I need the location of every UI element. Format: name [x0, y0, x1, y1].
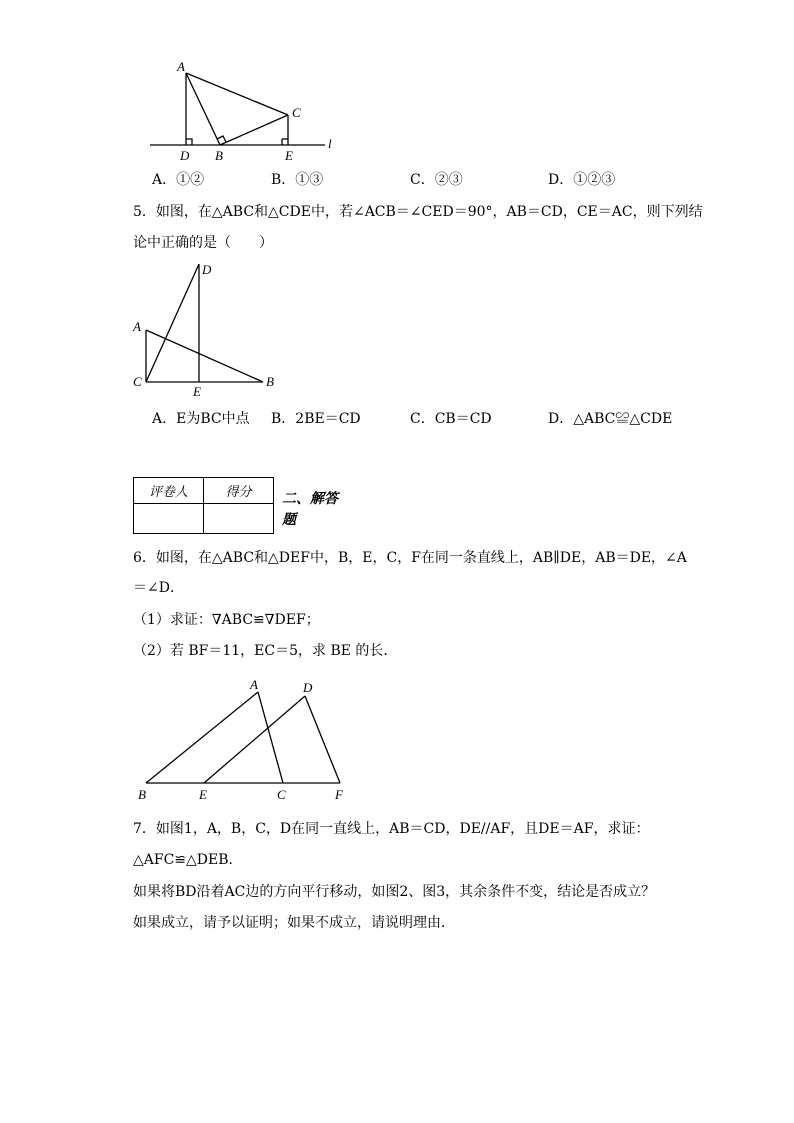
q6-part1: （1）求证：∇ABC≌∇DEF；: [133, 612, 320, 628]
label-C: C: [292, 105, 301, 120]
label-E: E: [285, 148, 293, 163]
label-B: B: [138, 787, 146, 802]
q7-stem-line4: 如果成立，请予以证明；如果不成立，请说明理由．: [133, 915, 455, 931]
q4-option-d[interactable]: D．①②③: [548, 172, 616, 188]
q4-option-c[interactable]: C．②③: [410, 172, 463, 188]
segment-DE: [204, 696, 305, 783]
q4-figure: [140, 55, 350, 165]
q4-option-a[interactable]: A．①②: [152, 172, 205, 188]
q5-figure: [125, 258, 285, 398]
segment-AB: [146, 692, 258, 783]
label-A: A: [250, 677, 258, 692]
q6-part2: （2）若 BF＝11，EC＝5，求 BE 的长．: [133, 643, 398, 659]
segment-AB: [186, 73, 220, 145]
q5-option-d[interactable]: D．△ABC≌△CDE: [548, 411, 673, 427]
segment-AB: [146, 330, 263, 382]
q6-figure: [130, 672, 360, 807]
label-D: D: [180, 148, 190, 163]
segment-DF: [305, 696, 340, 783]
q4-option-b[interactable]: B．①③: [271, 172, 324, 188]
q5-stem-line1: 5．如图，在△ABC和△CDE中，若∠ACB＝∠CED＝90°，AB＝CD，CE＝AC，则下列结: [133, 204, 703, 220]
q5-stem-line2: 论中正确的是（ ）: [133, 235, 273, 251]
segment-AC: [186, 73, 288, 115]
label-F: F: [335, 787, 343, 802]
right-angle-D: [186, 139, 192, 145]
label-D: D: [202, 262, 212, 277]
grader-header: 评卷人: [134, 478, 204, 504]
label-A: A: [177, 59, 185, 74]
label-A: A: [133, 319, 141, 334]
q5-option-c[interactable]: C．CB＝CD: [410, 411, 492, 427]
score-table: [133, 477, 274, 534]
label-C: C: [277, 787, 286, 802]
q5-option-b[interactable]: B．2BE＝CD: [271, 411, 361, 427]
segment-AC: [258, 692, 283, 783]
label-C: C: [133, 374, 142, 389]
q7-stem-line1: 7．如图1，A，B，C，D在同一直线上，AB＝CD，DE//AF，且DE＝AF，求证：: [133, 821, 650, 837]
segment-CD: [146, 264, 199, 382]
label-B: B: [266, 374, 274, 389]
label-l: l: [328, 136, 332, 151]
label-D: D: [303, 680, 313, 695]
segment-BC: [220, 115, 288, 145]
label-B: B: [215, 148, 223, 163]
label-E: E: [199, 787, 207, 802]
score-header: 得分: [204, 478, 274, 504]
q5-option-a[interactable]: A．E为BC中点: [152, 411, 250, 427]
grader-cell[interactable]: [134, 504, 204, 534]
q6-stem-line1: 6．如图，在△ABC和△DEF中，B，E，C，F在同一条直线上，AB∥DE，AB＝DE，∠A: [133, 550, 687, 566]
q6-stem-line2: ＝∠D．: [133, 580, 184, 596]
q7-stem-line2: △AFC≌△DEB．: [133, 852, 243, 868]
score-cell[interactable]: [204, 504, 274, 534]
section-title: 二、解答题: [282, 491, 338, 528]
label-E: E: [193, 384, 201, 398]
q7-stem-line3: 如果将BD沿着AC边的方向平行移动，如图2、图3，其余条件不变，结论是否成立？: [133, 884, 656, 900]
